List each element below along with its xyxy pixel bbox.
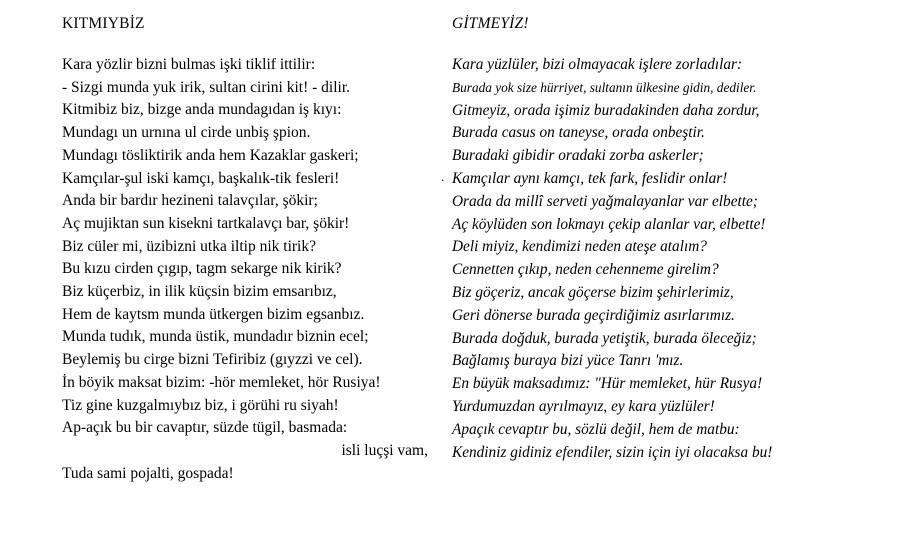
poem-line: Mundagı un urnına ul cirde unbiş şpion. [62, 124, 311, 142]
poem-line: Kara yözlir bizni bulmas işki tiklif ittilir: [62, 56, 316, 73]
poem-line-right-aligned: isli luçşi vam, [341, 441, 428, 459]
poem-line: Biz cüler mi, üzibizni utka iltip nik tirik? [62, 237, 316, 255]
poem-line: Kara yüzlüler, bizi olmayacak işlere zorladılar: [452, 56, 743, 73]
poem-line: Bu kızu cirden çıgıp, tagm sekarge nik kirik? [62, 260, 342, 278]
poem-line: Beylemiş bu cirge bizni Tefiribiz (gıyzzi ve cel). [62, 351, 363, 369]
poem-line: Kendiniz gidiniz efendiler, sizin için iyi olacaksa bu! [452, 443, 773, 461]
poem-line: Cennetten çıkıp, neden cehenneme girelim? [452, 261, 719, 279]
poem-line: Bağlamış buraya bizi yüce Tanrı 'mız. [452, 352, 684, 370]
poem-line: Aç köylüden son lokmayı çekip alanlar var, elbette! [452, 215, 766, 233]
left-poem-title: KITMIYBİZ [62, 15, 145, 32]
poem-line: Deli miyiz, kendimizi neden ateşe atalım? [452, 238, 707, 256]
poem-line-final: Tuda sami pojalti, gospada! [62, 464, 234, 482]
poem-line: Apaçık cevaptır bu, sözlü değil, hem de matbu: [452, 420, 740, 438]
poem-line: Burada casus on taneyse, orada onbeştir. [452, 124, 705, 142]
poem-line: Buradaki gibidir oradaki zorba askerler; [452, 147, 704, 165]
poem-line: Munda tudık, munda üstik, mundadır biznin ecel; [62, 328, 369, 346]
poem-line: Kamçılar-şul iski kamçı, başkalık-tik fesleri! [62, 169, 340, 187]
left-poem-column [0, 12, 430, 485]
poem-line: Orada da millî serveti yağmalayanlar var elbette; [452, 192, 758, 210]
poem-line: Geri dönerse burada geçirdiğimiz asırlarımız. [452, 306, 735, 324]
poem-line: Yurdumuzdan ayrılmayız, ey kara yüzlüler! [452, 397, 715, 415]
poem-line: Kitmibiz biz, bizge anda mundagıdan iş kıyı: [62, 101, 342, 119]
poem-line: Gitmeyiz, orada işimiz buradakinden daha zordur, [452, 101, 760, 119]
margin-dot-mark: . [441, 169, 445, 184]
poem-line: Tiz gine kuzgalmıybız biz, i görühi ru siyah! [62, 396, 339, 414]
poem-line: - Sizgi munda yuk irik, sultan cirini kit! - dilir. [62, 78, 351, 96]
poem-line: Aç mujiktan sun kisekni tartkalavçı bar, şökir! [62, 214, 350, 232]
poem-line: Hem de kaytsm munda ütkergen bizim egsanbız. [62, 305, 365, 323]
right-poem-title: GİTMEYİZ! [452, 15, 529, 32]
poem-line: Burada doğduk, burada yetiştik, burada öleceğiz; [452, 329, 757, 347]
poem-line: Ap-açık bu bir cavaptır, süzde tügil, basmada: [62, 419, 348, 437]
poem-line: Kamçılar aynı kamçı, tek fark, feslidir onlar! [452, 169, 728, 187]
poem-line: En büyük maksadımız: "Hür memleket, hür Rusya! [452, 375, 763, 393]
two-column-layout [0, 12, 901, 485]
poem-line: Mundagı tösliktirik anda hem Kazaklar gaskeri; [62, 146, 359, 164]
right-poem-column [430, 12, 901, 485]
poem-line: Burada yok size hürriyet, sultanın ülkesine gidin, dediler. [452, 79, 757, 95]
poem-line: Anda bir bardır hezineni talavçılar, şökir; [62, 192, 318, 210]
poem-line: Biz küçerbiz, in ilik küçsin bizim emsarıbız, [62, 283, 337, 301]
poem-line: Biz göçeriz, ancak göçerse bizim şehirlerimiz, [452, 283, 734, 301]
poem-line: İn böyik maksat bizim: -hör memleket, hör Rusiya! [62, 373, 381, 391]
